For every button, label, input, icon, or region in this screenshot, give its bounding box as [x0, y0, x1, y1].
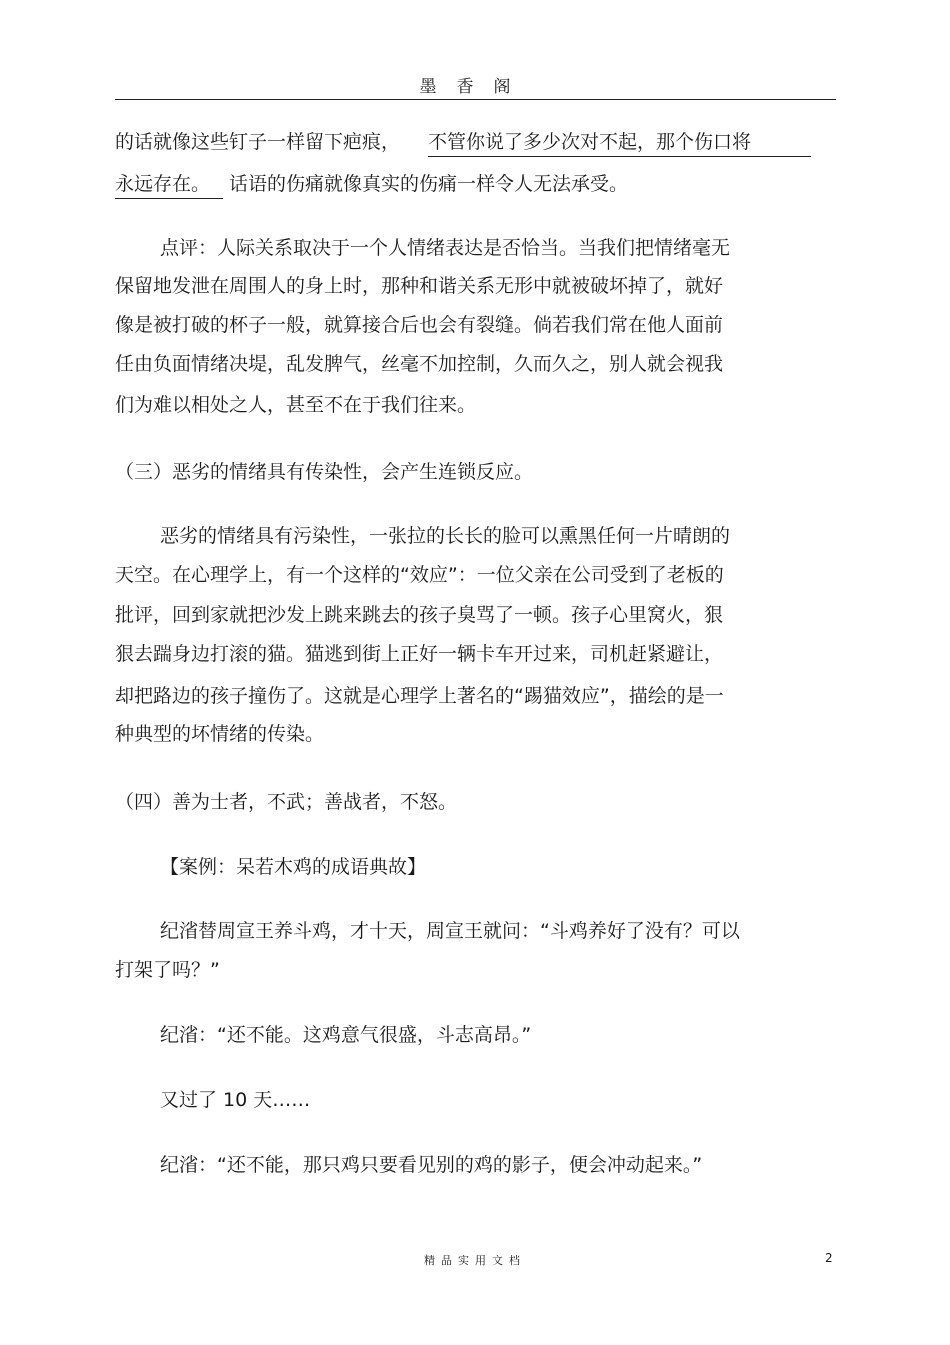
page-footer-label: 精品实用文档 — [424, 1254, 526, 1267]
commentary-line-1: 点评：人际关系取决于一个人情绪表达是否恰当。当我们把情绪毫无 — [160, 237, 731, 259]
paragraph-4-line-1: 纪渻替周宣王养斗鸡，才十天，周宣王就问：“斗鸡养好了没有？可以 — [160, 920, 740, 942]
paragraph-1-text-b: 话语的伤痛就像真实的伤痛一样令人无法承受。 — [229, 173, 629, 195]
paragraph-1-text-a: 的话就像这些钉子一样留下疤痕， — [115, 131, 401, 153]
paragraph-1-line-2 — [115, 172, 628, 199]
paragraph-1-line-1 — [115, 130, 811, 157]
paragraph-1-underlined-a: 不管你说了多少次对不起，那个伤口将 — [428, 130, 811, 157]
paragraph-3-line-4: 狠去踹身边打滚的猫。猫逃到街上正好一辆卡车开过来，司机赶紧避让， — [115, 643, 724, 665]
header-divider — [115, 99, 836, 100]
paragraph-3-line-2: 天空。在心理学上，有一个这样的“效应”：一位父亲在公司受到了老板的 — [115, 564, 724, 586]
page-number: 2 — [825, 1251, 833, 1265]
case-title: 【案例：呆若木鸡的成语典故】 — [160, 856, 427, 878]
commentary-line-5: 们为难以相处之人，甚至不在于我们往来。 — [115, 394, 477, 416]
paragraph-3-line-6: 种典型的坏情绪的传染。 — [115, 723, 325, 745]
dialogue-line-1: 纪渻：“还不能。这鸡意气很盛，斗志高昂。” — [160, 1024, 532, 1046]
paragraph-1-underlined-b: 永远存在。 — [115, 172, 223, 199]
section-heading-3: （三）恶劣的情绪具有传染性，会产生连锁反应。 — [115, 461, 534, 483]
commentary-line-4: 任由负面情绪决堤，乱发脾气，丝毫不加控制，久而久之，别人就会视我 — [115, 353, 724, 375]
dialogue-line-2: 纪渻：“还不能，那只鸡只要看见别的鸡的影子，便会冲动起来。” — [160, 1154, 703, 1176]
commentary-line-3: 像是被打破的杯子一般，就算接合后也会有裂缝。倘若我们常在他人面前 — [115, 314, 724, 336]
paragraph-3-line-1: 恶劣的情绪具有污染性，一张拉的长长的脸可以熏黑任何一片晴朗的 — [160, 525, 731, 547]
paragraph-3-line-5: 却把路边的孩子撞伤了。这就是心理学上著名的“踢猫效应”，描绘的是一 — [115, 685, 724, 707]
paragraph-4-line-2: 打架了吗？” — [115, 959, 220, 981]
narration-line: 又过了 10 天…… — [160, 1089, 311, 1111]
paragraph-3-line-3: 批评，回到家就把沙发上跳来跳去的孩子臭骂了一顿。孩子心里窝火，狠 — [115, 604, 724, 626]
section-heading-4: （四）善为士者，不武；善战者，不怒。 — [115, 791, 458, 813]
commentary-line-2: 保留地发泄在周围人的身上时，那种和谐关系无形中就被破坏掉了，就好 — [115, 275, 724, 297]
page-header-title: 墨香阁 — [419, 77, 531, 97]
